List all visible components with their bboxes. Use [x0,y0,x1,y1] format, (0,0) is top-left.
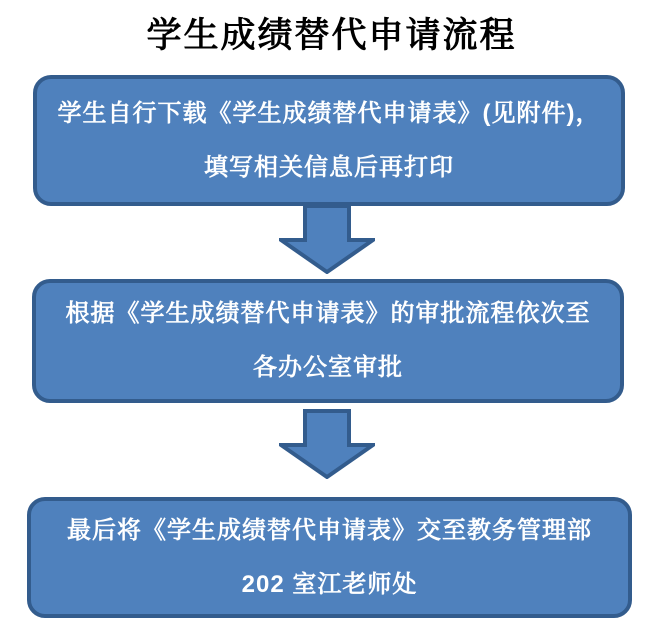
flow-step-3-line-2: 202 室江老师处 [241,570,418,598]
flow-step-2 [32,279,624,403]
flow-step-2-line-1: 根据《学生成绩替代申请表》的审批流程依次至 [65,300,591,327]
flow-step-1-line-1: 学生自行下载《学生成绩替代申请表》(见附件)， [57,99,601,127]
flow-step-3-line-1: 最后将《学生成绩替代申请表》交至教务管理部 [67,516,592,544]
down-arrow-icon [279,409,375,479]
flowchart-title: 学生成绩替代申请流程 [146,15,517,56]
flow-step-2-line-2: 各办公室审批 [253,354,403,381]
flow-step-1-line-2: 填写相关信息后再打印 [204,153,454,181]
down-arrow-icon [279,204,375,274]
flow-step-3 [27,497,632,618]
flow-step-1 [33,75,625,206]
